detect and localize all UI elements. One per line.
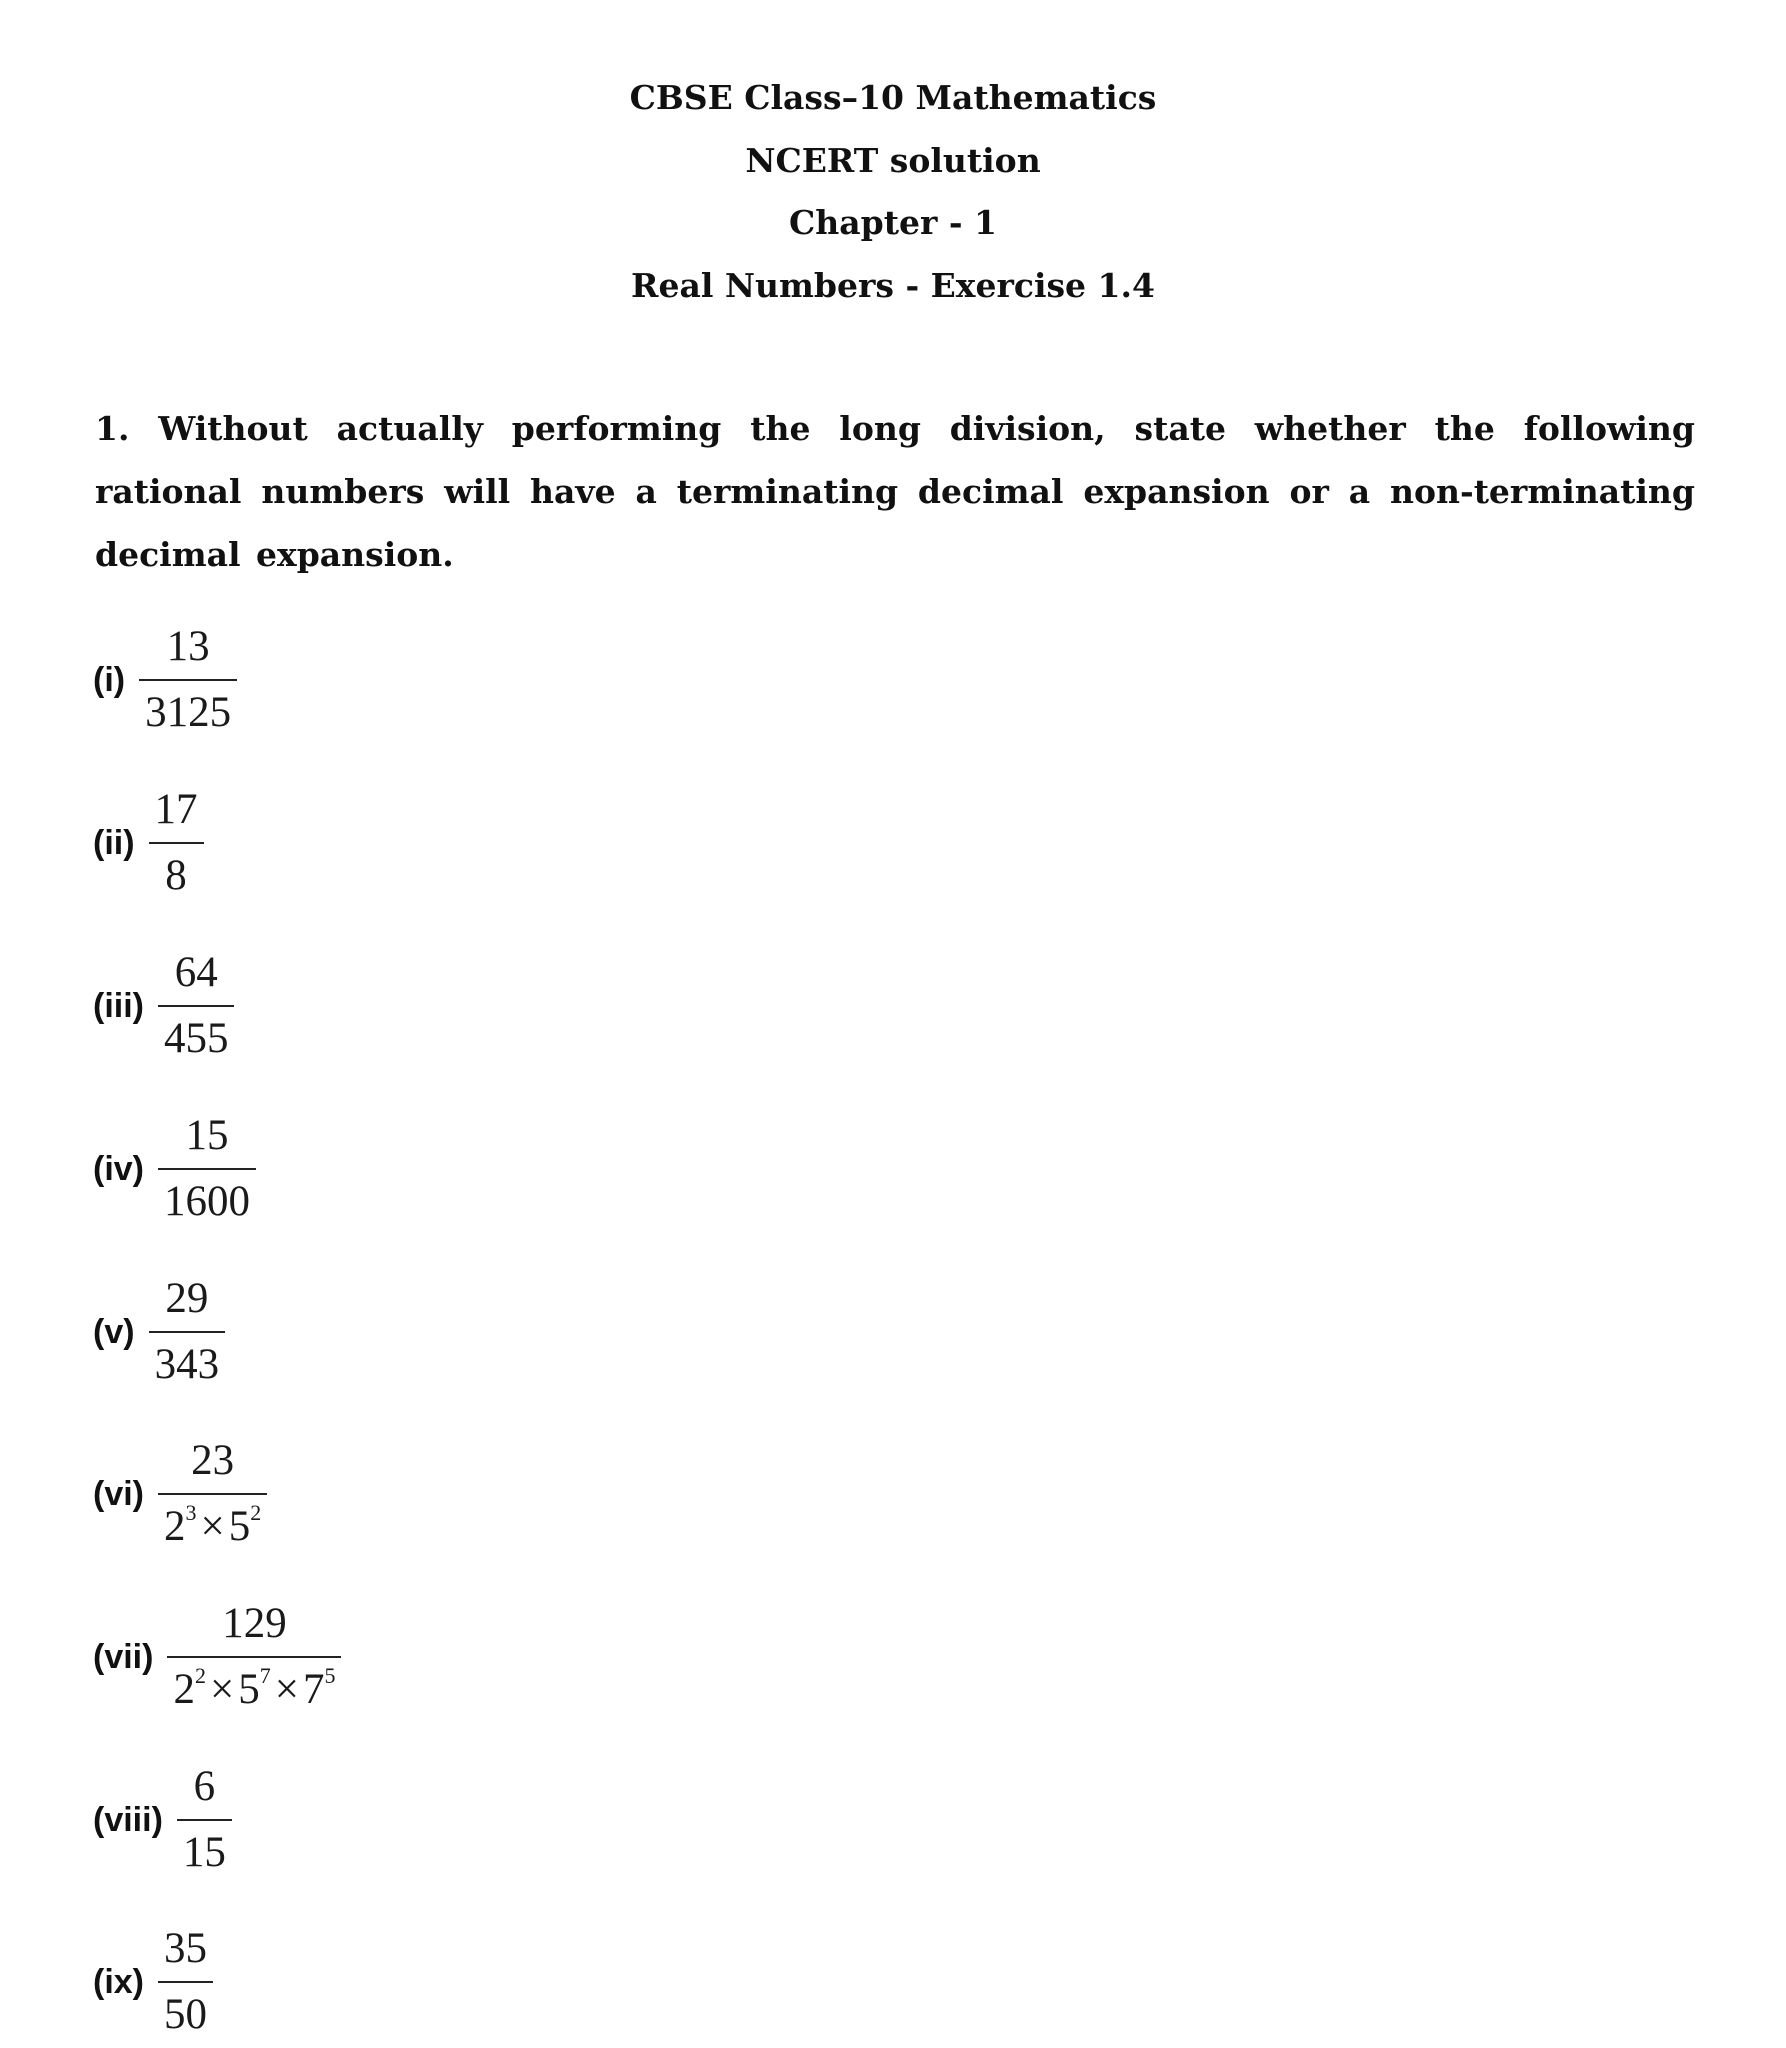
fraction (158, 1433, 267, 1555)
denominator: 15 (182, 1829, 226, 1876)
base: 7 (302, 1666, 325, 1713)
base: 5 (238, 1666, 260, 1713)
denominator: 8 (165, 852, 187, 899)
denominator (158, 1495, 267, 1555)
part-label: (ii) (93, 823, 135, 862)
denominator: 3125 (145, 689, 232, 736)
part-label: (viii) (93, 1800, 163, 1839)
part-label: (vii) (93, 1637, 154, 1676)
numerator: 17 (154, 786, 198, 833)
part-label: (v) (93, 1312, 135, 1351)
part-vii (93, 1597, 341, 1717)
times-sign: × (200, 1503, 225, 1550)
part-label: (ix) (93, 1962, 144, 2001)
part-label: (iv) (93, 1149, 144, 1188)
exponent: 5 (324, 1663, 336, 1688)
exponent: 2 (250, 1500, 262, 1525)
fraction (149, 782, 204, 904)
fraction (177, 1759, 232, 1881)
header-subtitle: NCERT solution (745, 141, 1041, 180)
exponent: 2 (194, 1663, 206, 1688)
fraction (167, 1596, 341, 1718)
denominator: 455 (163, 1015, 229, 1062)
part-label: (iii) (93, 986, 144, 1025)
part-viii (93, 1760, 232, 1880)
exponent: 3 (185, 1500, 197, 1525)
fraction (158, 1108, 256, 1230)
fraction (139, 619, 237, 741)
base: 2 (173, 1666, 195, 1713)
times-sign: × (209, 1666, 235, 1713)
numerator: 23 (191, 1437, 235, 1484)
question-text: 1. Without actually performing the long division, state whether the following rational numbers will have a terminating decimal expansion or a non-terminating decimal expansion. (95, 409, 1695, 574)
times-sign: × (274, 1666, 299, 1713)
numerator: 64 (174, 949, 218, 996)
part-iii (93, 946, 234, 1066)
part-label: (i) (93, 660, 126, 699)
denominator (167, 1658, 341, 1718)
header-chapter: Chapter - 1 (789, 203, 997, 242)
part-i (93, 620, 237, 740)
part-ii (93, 783, 204, 903)
header-course: CBSE Class–10 Mathematics (629, 78, 1157, 117)
numerator: 29 (165, 1275, 209, 1322)
fraction (158, 1921, 213, 2043)
numerator: 13 (166, 623, 210, 670)
exponent: 7 (259, 1663, 271, 1688)
part-ix (93, 1922, 213, 2042)
numerator: 6 (193, 1763, 216, 1810)
denominator: 1600 (164, 1178, 250, 1225)
numerator: 15 (185, 1112, 229, 1159)
fraction (149, 1271, 226, 1393)
part-vi (93, 1434, 267, 1554)
numerator: 129 (222, 1600, 287, 1647)
fraction (158, 945, 235, 1067)
part-v (93, 1272, 225, 1392)
part-iv (93, 1109, 256, 1229)
numerator: 35 (164, 1925, 207, 1972)
part-label: (vi) (93, 1474, 144, 1513)
base: 2 (164, 1503, 186, 1550)
base: 5 (228, 1503, 251, 1550)
denominator: 50 (164, 1991, 207, 2038)
header-exercise: Real Numbers - Exercise 1.4 (631, 266, 1155, 305)
denominator: 343 (154, 1341, 220, 1388)
